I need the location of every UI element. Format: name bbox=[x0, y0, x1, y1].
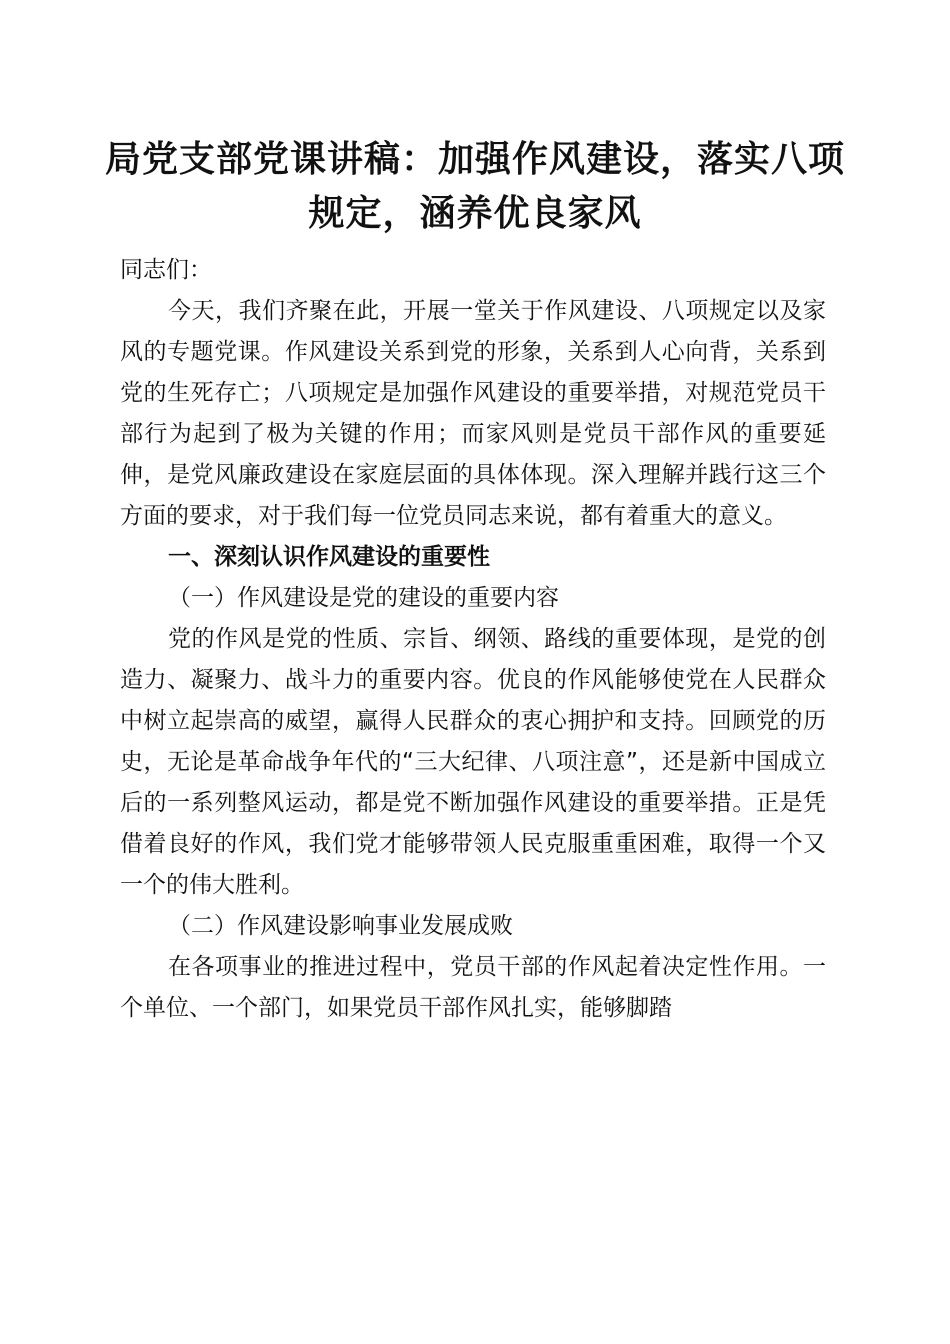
subsection-2-paragraph: 在各项事业的推进过程中，党员干部的作风起着决定性作用。一个单位、一个部门，如果党员干部作风扎实，能够脚踏 bbox=[120, 954, 826, 1021]
document-title bbox=[100, 132, 850, 240]
subsection-heading-2: （二）作风建设影响事业发展成败 bbox=[168, 913, 513, 939]
title-line-2: 规定，涵养优良家风 bbox=[308, 192, 642, 234]
intro-paragraph: 今天，我们齐聚在此，开展一堂关于作风建设、八项规定以及家风的专题党课。作风建设关系到党的形象，关系到人心向背，关系到党的生死存亡；八项规定是加强作风建设的重要举措，对规范党员干部行为起到了极为关键的作用；而家风则是党员干部作风的重要延伸，是党风廉政建设在家庭层面的具体体现。深入理解并践行这三个方面的要求，对于我们每一位党员同志来说，都有着重大的意义。 bbox=[120, 298, 826, 529]
subsection-1-paragraph: 党的作风是党的性质、宗旨、纲领、路线的重要体现，是党的创造力、凝聚力、战斗力的重要内容。优良的作风能够使党在人民群众中树立起崇高的威望，赢得人民群众的衷心拥护和支持。回顾党的历史，无论是革命战争年代的“三大纪律、八项注意”，还是新中国成立后的一系列整风运动，都是党不断加强作风建设的重要举措。正是凭借着良好的作风，我们党才能够带领人民克服重重困难，取得一个又一个的伟大胜利。 bbox=[120, 626, 826, 898]
subsection-heading-1: （一）作风建设是党的建设的重要内容 bbox=[168, 585, 559, 611]
section-heading-1: 一、深刻认识作风建设的重要性 bbox=[168, 544, 490, 570]
title-line-1: 局党支部党课讲稿：加强作风建设，落实八项 bbox=[104, 138, 845, 180]
greeting: 同志们： bbox=[120, 257, 212, 283]
document-body bbox=[120, 250, 826, 1029]
